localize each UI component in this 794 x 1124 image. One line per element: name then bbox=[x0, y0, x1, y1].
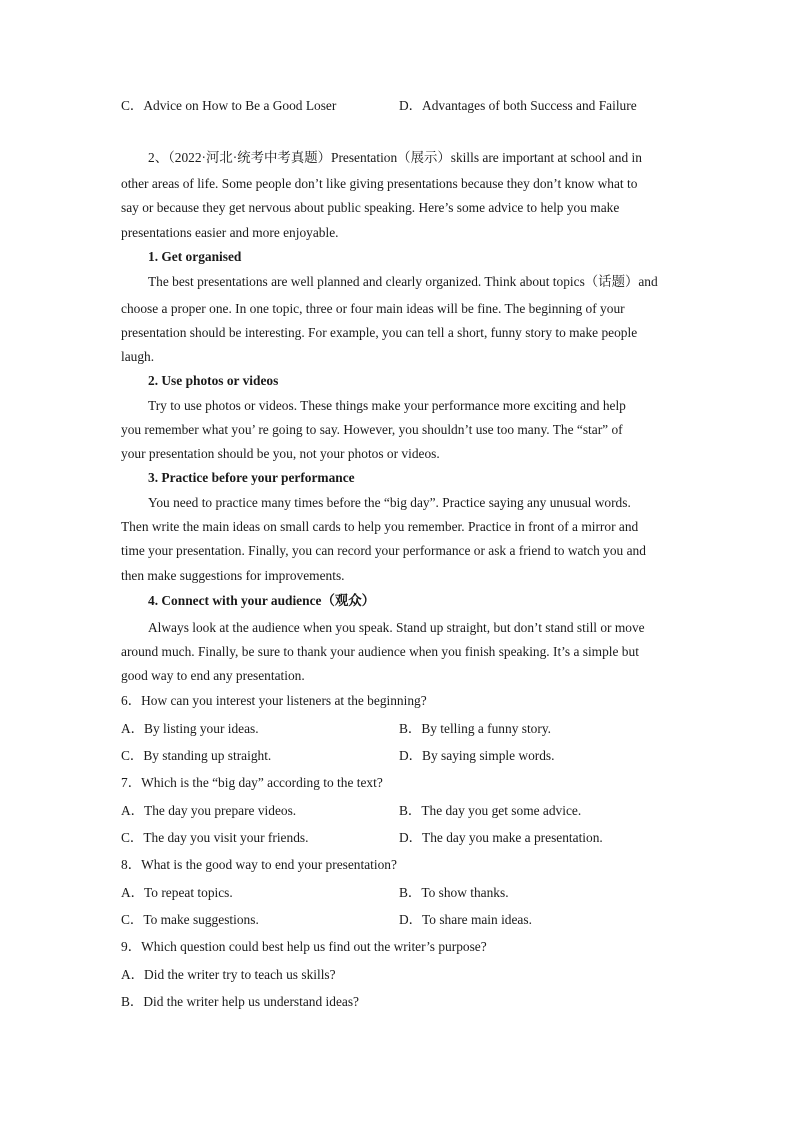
passage-intro-line: presentations easier and more enjoyable. bbox=[121, 225, 339, 240]
section-line: around much. Finally, be sure to thank your audience when you finish speaking. It’s a simple but bbox=[121, 644, 639, 659]
section-heading: 4. Connect with your audience（观众） bbox=[148, 593, 376, 608]
option-c: C．By standing up straight. bbox=[121, 748, 272, 763]
option-a: A．To repeat topics. bbox=[121, 885, 233, 900]
section-line: Always look at the audience when you speak. Stand up straight, but don’t stand still or move bbox=[148, 620, 645, 635]
option-d: D．By saying simple words. bbox=[399, 748, 555, 763]
option-a: A．By listing your ideas. bbox=[121, 721, 259, 736]
section-line: then make suggestions for improvements. bbox=[121, 568, 345, 583]
prev-option-d: D．Advantages of both Success and Failure bbox=[399, 98, 637, 113]
option-c: C．To make suggestions. bbox=[121, 912, 259, 927]
passage-intro-line: 2、（2022·河北·统考中考真题）Presentation（展示）skills are important at school and in bbox=[148, 150, 642, 165]
section-heading: 2. Use photos or videos bbox=[148, 373, 279, 388]
question-stem: 7．Which is the “big day” according to the text? bbox=[121, 775, 383, 790]
section-heading: 3. Practice before your performance bbox=[148, 470, 355, 485]
section-line: time your presentation. Finally, you can record your performance or ask a friend to watch you and bbox=[121, 543, 646, 558]
option-b: B．The day you get some advice. bbox=[399, 803, 582, 818]
section-line: laugh. bbox=[121, 349, 155, 364]
question-stem: 6．How can you interest your listeners at the beginning? bbox=[121, 693, 427, 708]
section-line: your presentation should be you, not your photos or videos. bbox=[121, 446, 440, 461]
section-heading: 1. Get organised bbox=[148, 249, 242, 264]
section-line: choose a proper one. In one topic, three or four main ideas will be fine. The beginning of your bbox=[121, 301, 625, 316]
section-line: You need to practice many times before the “big day”. Practice saying any unusual words. bbox=[148, 495, 631, 510]
section-line: Try to use photos or videos. These things make your performance more exciting and help bbox=[148, 398, 626, 413]
option-b: B．Did the writer help us understand ideas? bbox=[121, 994, 359, 1009]
section-line: you remember what you’ re going to say. However, you shouldn’t use too many. The “star” of bbox=[121, 422, 623, 437]
option-d: D．To share main ideas. bbox=[399, 912, 532, 927]
section-line: Then write the main ideas on small cards to help you remember. Practice in front of a mirror and bbox=[121, 519, 639, 534]
section-line: good way to end any presentation. bbox=[121, 668, 305, 683]
section-line: The best presentations are well planned and clearly organized. Think about topics（话题）and bbox=[148, 274, 658, 289]
option-b: B．By telling a funny story. bbox=[399, 721, 551, 736]
option-a: A．The day you prepare videos. bbox=[121, 803, 297, 818]
option-c: C．The day you visit your friends. bbox=[121, 830, 309, 845]
question-stem: 9．Which question could best help us find out the writer’s purpose? bbox=[121, 939, 487, 954]
passage-intro-line: other areas of life. Some people don’t like giving presentations because they don’t know what to bbox=[121, 176, 638, 191]
section-line: presentation should be interesting. For example, you can tell a short, funny story to make people bbox=[121, 325, 638, 340]
option-d: D．The day you make a presentation. bbox=[399, 830, 603, 845]
option-b: B．To show thanks. bbox=[399, 885, 509, 900]
question-stem: 8．What is the good way to end your presentation? bbox=[121, 857, 397, 872]
prev-option-c: C．Advice on How to Be a Good Loser bbox=[121, 98, 337, 113]
passage-intro-line: say or because they get nervous about public speaking. Here’s some advice to help you make bbox=[121, 200, 620, 215]
option-a: A．Did the writer try to teach us skills? bbox=[121, 967, 336, 982]
